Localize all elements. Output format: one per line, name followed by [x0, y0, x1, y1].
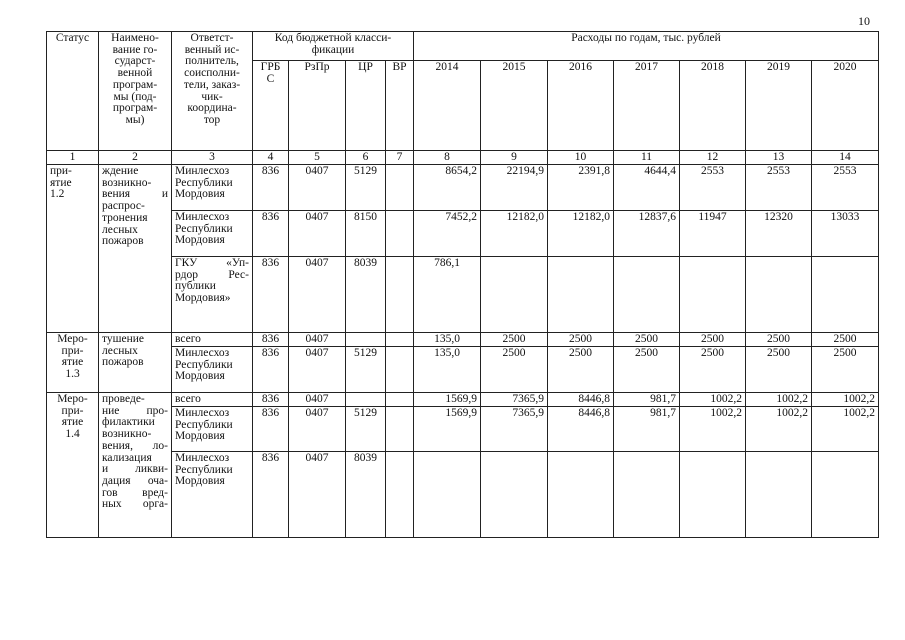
row-cr: [346, 333, 386, 347]
row-rzpr: 0407: [289, 211, 346, 257]
row-executor: Минлесхоз Республики Мордовия: [172, 407, 253, 452]
row-value-2018: [680, 257, 746, 333]
row-executor: Минлесхоз Республики Мордовия: [172, 165, 253, 211]
header-year: 2019: [746, 61, 812, 151]
row-status: Меро- при- ятие 1.3: [47, 333, 99, 393]
row-rzpr: 0407: [289, 165, 346, 211]
header-executor: Ответст- венный ис- полнитель, соисполни- тели, заказ- чик- координа- тор: [172, 32, 253, 151]
column-number: 8: [414, 151, 481, 165]
row-rzpr: 0407: [289, 452, 346, 538]
row-vr: [386, 407, 414, 452]
header-year: 2015: [481, 61, 548, 151]
column-number: 10: [548, 151, 614, 165]
header-year: 2020: [812, 61, 879, 151]
row-value-2019: 1002,2: [746, 407, 812, 452]
row-value-2018: 2553: [680, 165, 746, 211]
row-rzpr: 0407: [289, 407, 346, 452]
column-number: 3: [172, 151, 253, 165]
row-rzpr: 0407: [289, 257, 346, 333]
row-value-2016: 2391,8: [548, 165, 614, 211]
row-value-2019: 1002,2: [746, 393, 812, 407]
header-cr: ЦР: [346, 61, 386, 151]
row-value-2018: 1002,2: [680, 407, 746, 452]
header-rzpr: РзПр: [289, 61, 346, 151]
row-value-2015: [481, 257, 548, 333]
row-value-2020: 2500: [812, 347, 879, 393]
row-value-2018: 2500: [680, 347, 746, 393]
row-value-2014: 8654,2: [414, 165, 481, 211]
table-row: [47, 165, 879, 211]
row-rzpr: 0407: [289, 393, 346, 407]
row-value-2014: 7452,2: [414, 211, 481, 257]
row-grbs: 836: [253, 452, 289, 538]
header-grbs: ГРБ С: [253, 61, 289, 151]
row-program-name: проведе- ние про- филактики возникно- вения, ло- кализация и ликви- дация оча- гов вред- ных орга-: [99, 393, 172, 538]
row-grbs: 836: [253, 257, 289, 333]
row-value-2015: 2500: [481, 347, 548, 393]
column-number: 11: [614, 151, 680, 165]
column-number: 4: [253, 151, 289, 165]
row-value-2017: [614, 257, 680, 333]
header-row-1: [47, 32, 879, 61]
row-vr: [386, 211, 414, 257]
header-vr: ВР: [386, 61, 414, 151]
row-value-2020: 2553: [812, 165, 879, 211]
column-number: 5: [289, 151, 346, 165]
row-value-2016: 8446,8: [548, 393, 614, 407]
row-value-2016: [548, 452, 614, 538]
row-value-2018: 2500: [680, 333, 746, 347]
row-vr: [386, 257, 414, 333]
column-number: 7: [386, 151, 414, 165]
row-value-2020: [812, 452, 879, 538]
column-number: 14: [812, 151, 879, 165]
row-grbs: 836: [253, 393, 289, 407]
row-cr: 5129: [346, 165, 386, 211]
row-vr: [386, 165, 414, 211]
header-program-name: Наимено- вание го- сударст- венной програм- мы (под- програм- мы): [99, 32, 172, 151]
table-row: [47, 407, 879, 452]
row-vr: [386, 333, 414, 347]
row-value-2016: 2500: [548, 347, 614, 393]
row-value-2014: 1569,9: [414, 407, 481, 452]
row-value-2019: 2500: [746, 333, 812, 347]
row-value-2019: [746, 452, 812, 538]
row-rzpr: 0407: [289, 347, 346, 393]
row-cr: 5129: [346, 347, 386, 393]
row-value-2017: 2500: [614, 347, 680, 393]
column-number: 1: [47, 151, 99, 165]
column-number: 2: [99, 151, 172, 165]
row-grbs: 836: [253, 165, 289, 211]
row-executor: всего: [172, 393, 253, 407]
table-row: [47, 452, 879, 538]
row-value-2015: 12182,0: [481, 211, 548, 257]
row-value-2016: 12182,0: [548, 211, 614, 257]
header-year: 2014: [414, 61, 481, 151]
table-row: [47, 347, 879, 393]
row-value-2019: 2553: [746, 165, 812, 211]
row-cr: 8150: [346, 211, 386, 257]
page-number: 10: [858, 14, 870, 28]
row-cr: 8039: [346, 452, 386, 538]
row-executor: Минлесхоз Республики Мордовия: [172, 452, 253, 538]
row-value-2014: 1569,9: [414, 393, 481, 407]
row-vr: [386, 452, 414, 538]
header-expenses: Расходы по годам, тыс. рублей: [414, 32, 879, 61]
row-value-2014: 135,0: [414, 333, 481, 347]
row-cr: [346, 393, 386, 407]
table-row: [47, 333, 879, 347]
row-value-2015: [481, 452, 548, 538]
header-year: 2017: [614, 61, 680, 151]
row-executor: Минлесхоз Республики Мордовия: [172, 211, 253, 257]
row-rzpr: 0407: [289, 333, 346, 347]
table-row: [47, 393, 879, 407]
header-year: 2016: [548, 61, 614, 151]
row-program-name: тушение лесных пожаров: [99, 333, 172, 393]
row-executor: Минлесхоз Республики Мордовия: [172, 347, 253, 393]
row-value-2014: [414, 452, 481, 538]
column-number: 6: [346, 151, 386, 165]
row-vr: [386, 347, 414, 393]
row-value-2017: [614, 452, 680, 538]
row-executor: ГКУ «Уп- рдор Рес- публики Мордовия»: [172, 257, 253, 333]
row-value-2020: 1002,2: [812, 393, 879, 407]
row-value-2015: 7365,9: [481, 393, 548, 407]
row-value-2015: 2500: [481, 333, 548, 347]
row-value-2020: 1002,2: [812, 407, 879, 452]
row-value-2020: 2500: [812, 333, 879, 347]
row-value-2016: 8446,8: [548, 407, 614, 452]
row-value-2015: 22194,9: [481, 165, 548, 211]
row-cr: 8039: [346, 257, 386, 333]
column-number: 9: [481, 151, 548, 165]
row-value-2018: 11947: [680, 211, 746, 257]
row-value-2019: 12320: [746, 211, 812, 257]
row-grbs: 836: [253, 211, 289, 257]
row-value-2014: 786,1: [414, 257, 481, 333]
row-value-2015: 7365,9: [481, 407, 548, 452]
table-row: [47, 257, 879, 333]
column-number: 12: [680, 151, 746, 165]
row-cr: 5129: [346, 407, 386, 452]
row-value-2017: 4644,4: [614, 165, 680, 211]
row-value-2019: 2500: [746, 347, 812, 393]
header-status: Статус: [47, 32, 99, 151]
budget-table: [46, 31, 879, 538]
row-value-2016: [548, 257, 614, 333]
row-value-2020: [812, 257, 879, 333]
row-grbs: 836: [253, 347, 289, 393]
row-grbs: 836: [253, 407, 289, 452]
row-value-2017: 12837,6: [614, 211, 680, 257]
header-budget-code: Код бюджетной класси- фикации: [253, 32, 414, 61]
row-vr: [386, 393, 414, 407]
row-value-2014: 135,0: [414, 347, 481, 393]
row-status: при- ятие 1.2: [47, 165, 99, 333]
row-value-2018: 1002,2: [680, 393, 746, 407]
row-status: Меро- при- ятие 1.4: [47, 393, 99, 538]
table-row: [47, 211, 879, 257]
column-numbers-row: [47, 151, 879, 165]
header-year: 2018: [680, 61, 746, 151]
row-value-2020: 13033: [812, 211, 879, 257]
row-executor: всего: [172, 333, 253, 347]
row-value-2019: [746, 257, 812, 333]
row-value-2017: 981,7: [614, 407, 680, 452]
row-program-name: ждение возникно- вения и распрос- тронения лесных пожаров: [99, 165, 172, 333]
row-value-2018: [680, 452, 746, 538]
row-value-2016: 2500: [548, 333, 614, 347]
row-grbs: 836: [253, 333, 289, 347]
row-value-2017: 981,7: [614, 393, 680, 407]
column-number: 13: [746, 151, 812, 165]
row-value-2017: 2500: [614, 333, 680, 347]
